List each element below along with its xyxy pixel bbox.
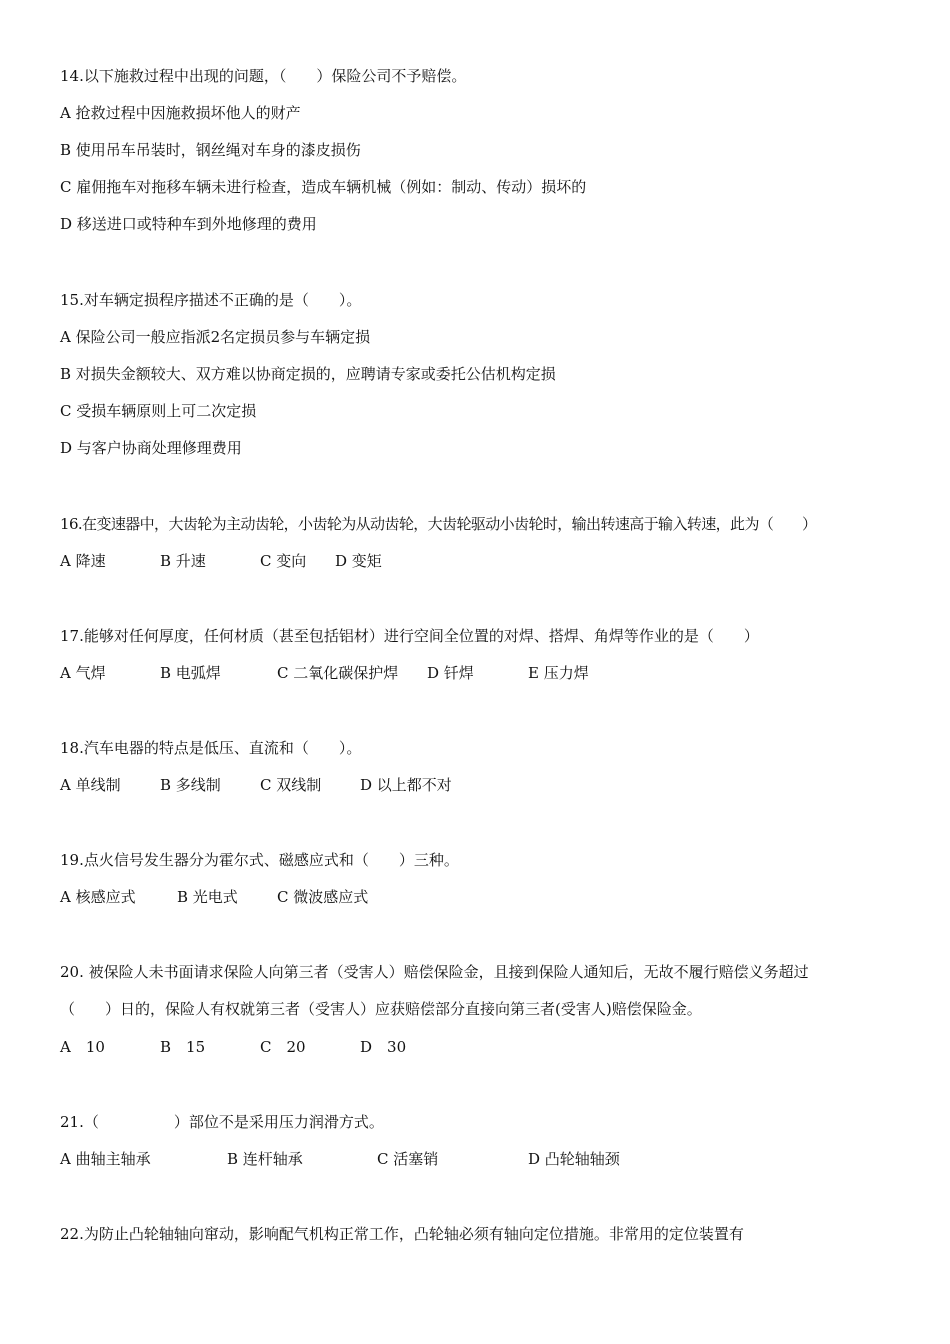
question-18-option-b: B 多线制 [160, 776, 221, 794]
question-19-option-a: A 核感应式 [60, 888, 136, 906]
question-15-option-d: D 与客户协商处理修理费用 [60, 439, 242, 457]
question-19-option-c: C 微波感应式 [277, 888, 369, 906]
question-18-option-a: A 单线制 [60, 776, 121, 794]
question-15-stem: 15.对车辆定损程序描述不正确的是（ ）。 [60, 291, 362, 309]
question-20-stem-continued: （ ）日的，保险人有权就第三者（受害人）应获赔偿部分直接向第三者(受害人)赔偿保险金。 [60, 1000, 702, 1018]
question-16-option-d: D 变矩 [335, 552, 382, 570]
question-14-stem: 14.以下施救过程中出现的问题，（ ）保险公司不予赔偿。 [60, 67, 467, 85]
question-16-option-b: B 升速 [160, 552, 206, 570]
question-17-option-a: A 气焊 [60, 664, 106, 682]
question-19-option-b: B 光电式 [177, 888, 238, 906]
question-20-option-a: A 10 [60, 1038, 105, 1056]
question-21-option-a: A 曲轴主轴承 [60, 1150, 151, 1168]
question-17-option-e: E 压力焊 [528, 664, 589, 682]
question-21-option-c: C 活塞销 [377, 1150, 439, 1168]
question-14-option-c: C 雇佣拖车对拖移车辆未进行检查，造成车辆机械（例如：制动、传动）损坏的 [60, 178, 587, 196]
question-20-option-b: B 15 [160, 1038, 206, 1056]
question-14-option-d: D 移送进口或特种车到外地修理的费用 [60, 215, 317, 233]
question-15-option-b: B 对损失金额较大、双方难以协商定损的，应聘请专家或委托公估机构定损 [60, 365, 556, 383]
question-14-option-b: B 使用吊车吊装时，钢丝绳对车身的漆皮损伤 [60, 141, 361, 159]
question-15-option-c: C 受损车辆原则上可二次定损 [60, 402, 257, 420]
question-16-stem: 16.在变速器中，大齿轮为主动齿轮，小齿轮为从动齿轮，大齿轮驱动小齿轮时，输出转速高于输入转速，此为（ ） [60, 515, 817, 533]
question-21-option-d: D 凸轮轴轴颈 [528, 1150, 620, 1168]
question-18-option-c: C 双线制 [260, 776, 322, 794]
question-18-option-d: D 以上都不对 [360, 776, 452, 794]
question-14-option-a: A 抢救过程中因施救损坏他人的财产 [60, 104, 301, 122]
question-16-option-c: C 变向 [260, 552, 307, 570]
question-20-option-d: D 30 [360, 1038, 407, 1056]
question-19-stem: 19.点火信号发生器分为霍尔式、磁感应式和（ ）三种。 [60, 851, 459, 869]
question-20-stem: 20. 被保险人未书面请求保险人向第三者（受害人）赔偿保险金，且接到保险人通知后，无故不履行赔偿义务超过 [60, 963, 809, 981]
question-15-option-a: A 保险公司一般应指派2名定损员参与车辆定损 [60, 328, 371, 346]
question-17-option-b: B 电弧焊 [160, 664, 221, 682]
question-17-option-c: C 二氧化碳保护焊 [277, 664, 399, 682]
question-20-option-c: C 20 [260, 1038, 306, 1056]
question-22-stem: 22.为防止凸轮轴轴向窜动，影响配气机构正常工作，凸轮轴必须有轴向定位措施。非常用的定位装置有 [60, 1225, 744, 1243]
question-21-option-b: B 连杆轴承 [227, 1150, 303, 1168]
question-18-stem: 18.汽车电器的特点是低压、直流和（ ）。 [60, 739, 362, 757]
question-21-stem: 21.（ ）部位不是采用压力润滑方式。 [60, 1113, 384, 1131]
question-17-option-d: D 钎焊 [427, 664, 474, 682]
question-16-option-a: A 降速 [60, 552, 106, 570]
question-17-stem: 17.能够对任何厚度，任何材质（甚至包括铝材）进行空间全位置的对焊、搭焊、角焊等作业的是（ ） [60, 627, 759, 645]
